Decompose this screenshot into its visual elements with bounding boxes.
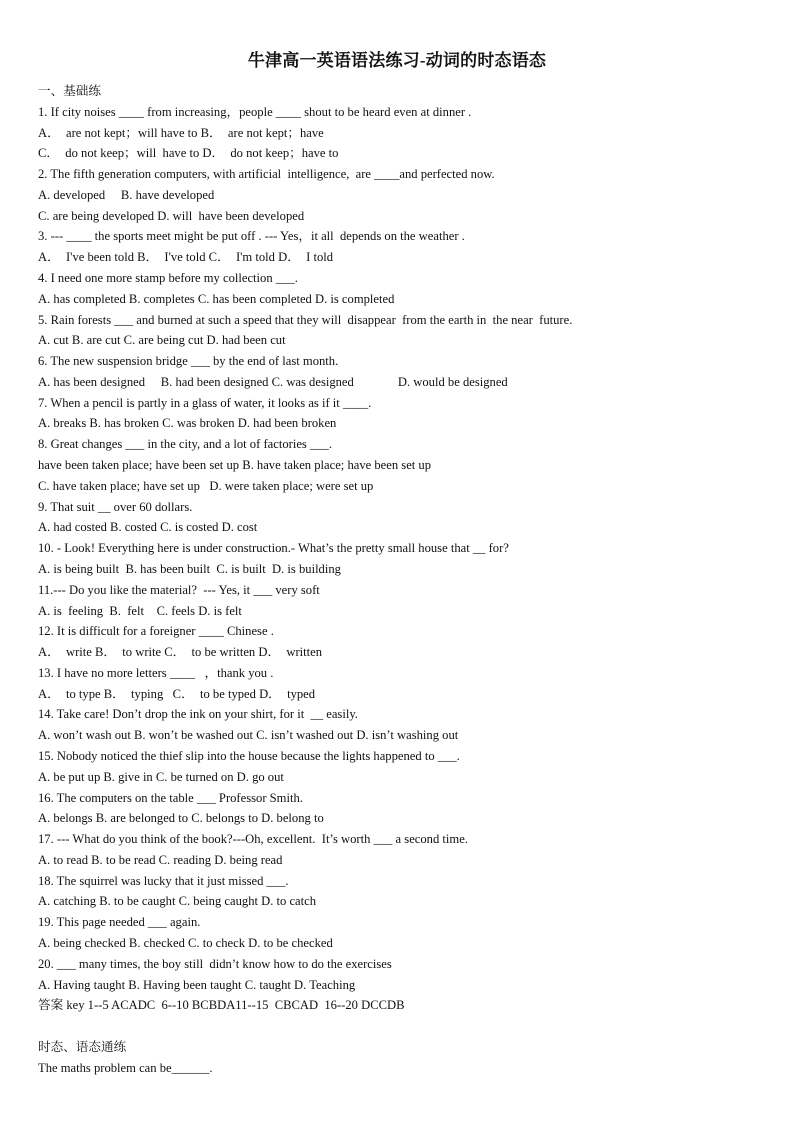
text-line: C. are being developed D. will have been developed [38,208,305,223]
text-line: 20. ___ many times, the boy still didn’t know how to do the exercises [38,956,392,971]
text-line: A． write B． to write C． to be written D． written [38,645,323,660]
text-line: 13. I have no more letters ____ ，thank you . [38,665,274,680]
text-line: 5. Rain forests ___ and burned at such a speed that they will disappear from the earth in the near future. [38,312,573,327]
text-line: 16. The computers on the table ___ Professor Smith. [38,790,303,805]
text-line: C. have taken place; have set up D. were taken place; were set up [38,478,374,493]
text-line: A. has been designed B. had been designed C. was designed D. would be designed [38,374,508,389]
text-line: 时态、语态通练 [38,1039,127,1054]
text-line: 1. If city noises ____ from increasing，people ____ shout to be heard even at dinner . [38,104,472,119]
text-line: 19. This page needed ___ again. [38,915,201,930]
text-line: A． to type B． typing C． to be typed D． typed [38,686,316,701]
text-line: A. belongs B. are belonged to C. belongs to D. belong to [38,811,324,826]
document-title: 牛津高一英语语法练习-动词的时态语态 [247,51,547,70]
text-line: A. developed B. have developed [38,187,215,202]
text-line: 18. The squirrel was lucky that it just missed ___. [38,873,289,888]
text-line: 11.--- Do you like the material? --- Yes, it ___ very soft [38,582,320,597]
text-line: 3. --- ____ the sports meet might be put off . --- Yes，it all depends on the weather . [38,229,465,244]
text-line: 6. The new suspension bridge ___ by the end of last month. [38,354,339,369]
text-line: A. catching B. to be caught C. being caught D. to catch [38,894,317,909]
text-line: A. to read B. to be read C. reading D. being read [38,852,283,867]
text-line: C． do not keep；will have to D． do not keep；have to [38,146,339,161]
text-line: have been taken place; have been set up B. have taken place; have been set up [38,458,432,473]
text-line: A. has completed B. completes C. has been completed D. is completed [38,291,395,306]
text-line: 4. I need one more stamp before my collection ___. [38,271,298,286]
text-line: 一、基础练 [38,84,101,98]
text-line: 答案 key 1--5 ACADC 6--10 BCBDA11--15 CBCAD 16--20 DCCDB [38,998,405,1013]
text-line: 10. - Look! Everything here is under construction.- What’s the pretty small house that __ for? [38,541,509,556]
text-line: A. be put up B. give in C. be turned on D. go out [38,769,284,784]
text-line: A. is feeling B. felt C. feels D. is felt [38,603,242,618]
text-line: 7. When a pencil is partly in a glass of water, it looks as if it ____. [38,395,372,410]
text-line: 2. The fifth generation computers, with artificial intelligence, are ____and perfected now. [38,167,495,182]
text-line: A. is being built B. has been built C. is built D. is building [38,561,341,576]
text-line: 15. Nobody noticed the thief slip into the house because the lights happened to ___. [38,748,460,763]
text-line: A. being checked B. checked C. to check D. to be checked [38,935,333,950]
text-line: 14. Take care! Don’t drop the ink on your shirt, for it __ easily. [38,707,358,722]
text-line: 8. Great changes ___ in the city, and a lot of factories ___. [38,437,332,452]
text-line: A． I've been told B． I've told C． I'm told D． I told [38,250,334,265]
text-line: A. had costed B. costed C. is costed D. cost [38,520,258,535]
text-line: 12. It is difficult for a foreigner ____ Chinese . [38,624,274,639]
text-line: A. won’t wash out B. won’t be washed out C. isn’t washed out D. isn’t washing out [38,728,459,743]
text-line: The maths problem can be______. [38,1060,213,1075]
text-line: A． are not kept；will have to B． are not kept；have [38,125,324,140]
text-line: 9. That suit __ over 60 dollars. [38,499,193,514]
text-line: 17. --- What do you think of the book?---Oh, excellent. It’s worth ___ a second time. [38,832,468,847]
text-line: A. Having taught B. Having been taught C. taught D. Teaching [38,977,356,992]
text-line: A. breaks B. has broken C. was broken D. had been broken [38,416,337,431]
text-line: A. cut B. are cut C. are being cut D. had been cut [38,333,286,348]
